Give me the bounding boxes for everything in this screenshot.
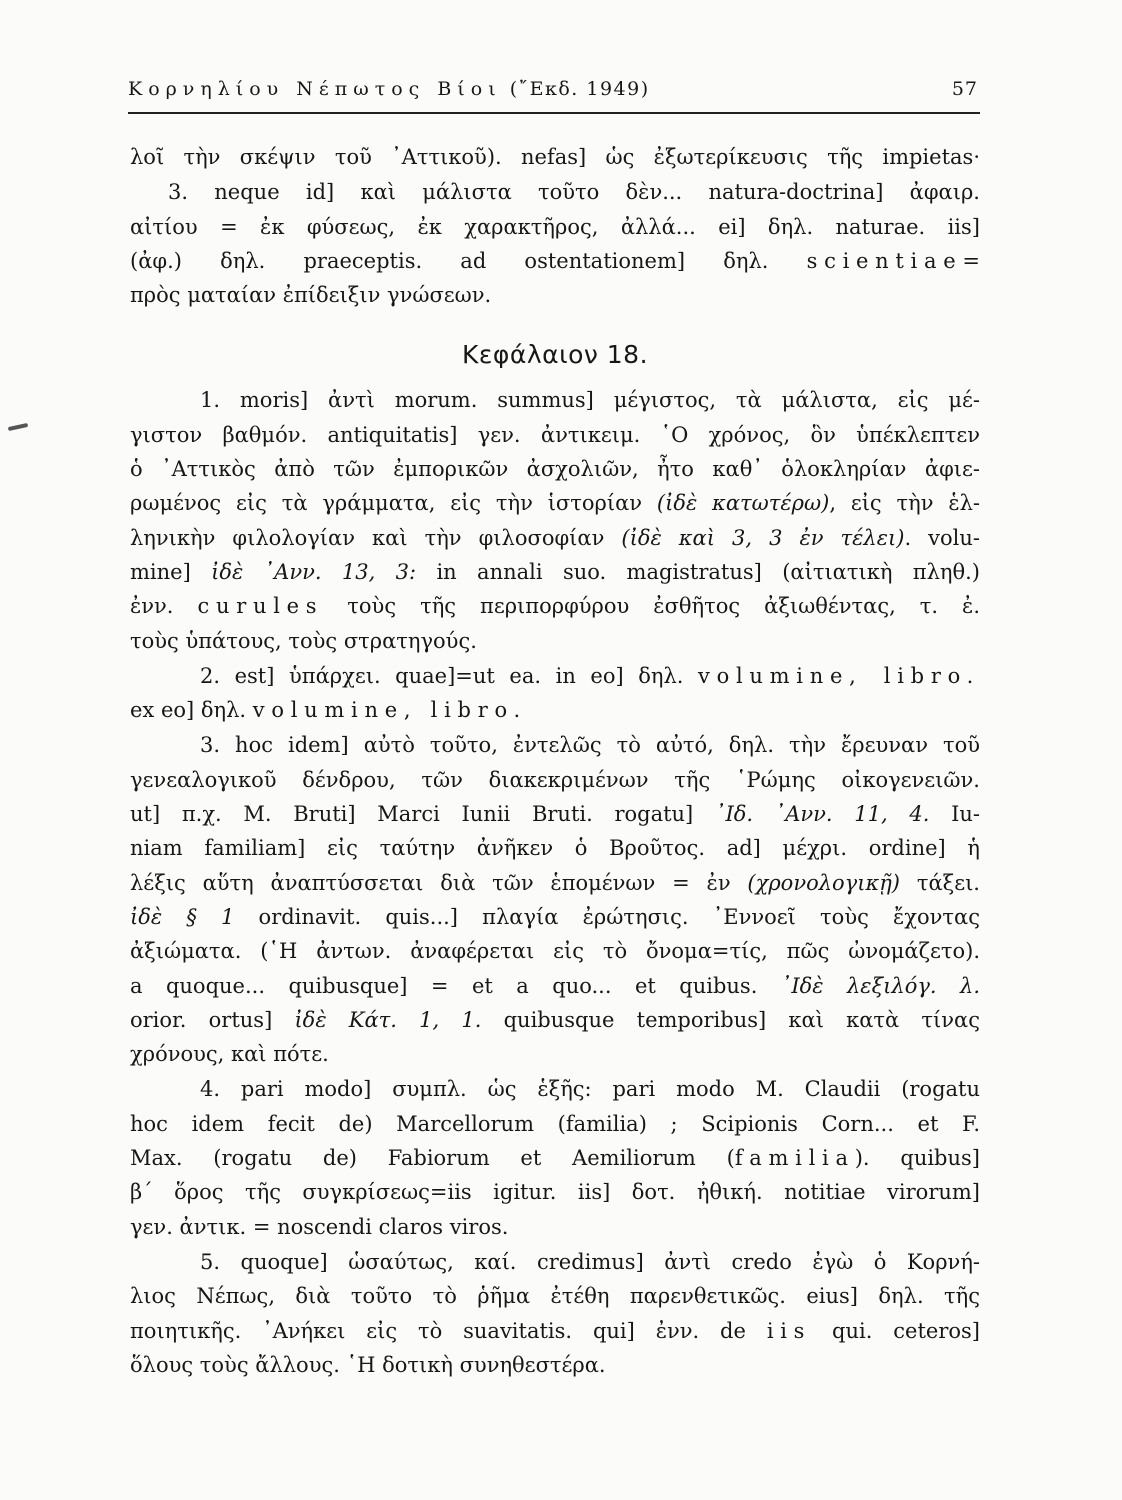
running-title: Κορνηλίου Νέπωτος Βίοι — [128, 78, 502, 100]
text-run: ). quibus] — [854, 1146, 980, 1171]
paragraph — [130, 1245, 980, 1382]
text-run: λέξις αὕτη ἀναπτύσσεται διὰ τῶν ἑπομένων = ἐν — [130, 870, 748, 895]
text-run: χρόνους, καὶ πότε. — [130, 1042, 329, 1067]
text-line — [130, 1210, 980, 1244]
spaced-term: familia — [734, 1146, 855, 1171]
text-line — [130, 1107, 980, 1141]
text-run: a quoque... quibusque] = et a quo... et quibus. — [130, 973, 781, 998]
text-run: γιστον βαθμόν. antiquitatis] γεν. ἀντικειμ. ῾Ο χρόνος, ὃν ὑπέκλεπτεν — [130, 422, 980, 447]
text-run: 3. neque id] καὶ μάλιστα τοῦτο δὲν... natura-doctrina] ἀφαιρ. — [168, 180, 980, 205]
text-line — [130, 486, 980, 520]
edition-note: (῎Εκδ. 1949) — [509, 78, 650, 100]
text-run: Max. (rogatu de) Fabiorum et Aemiliorum ( — [130, 1146, 735, 1171]
text-run: hoc idem fecit de) Marcellorum (familia) ; Scipionis Corn... et F. — [130, 1111, 980, 1136]
italic-reference: ᾿Ιδ. ᾿Ανν. 11, 4. — [714, 802, 930, 827]
text-line — [130, 1072, 980, 1106]
text-line — [130, 1314, 980, 1348]
text-run: niam familiam] εἰς ταύτην ἀνῆκεν ὁ Βροῦτος. ad] μέχρι. ordine] ἡ — [130, 836, 980, 861]
text-run: τάξει. — [900, 870, 980, 895]
spaced-term: volumine, libro. — [698, 663, 980, 688]
text-line — [130, 831, 980, 865]
text-line — [130, 1141, 980, 1175]
spaced-term: volumine, libro. — [252, 698, 527, 723]
text-line — [130, 1348, 980, 1382]
page-number: 57 — [951, 78, 978, 100]
text-line — [130, 418, 980, 452]
text-line — [130, 900, 980, 934]
text-run: 4. pari modo] συμπλ. ὡς ἑξῆς: pari modo M. Claudii (rogatu — [200, 1077, 980, 1102]
text-line — [130, 140, 980, 174]
text-line — [130, 1279, 980, 1313]
italic-reference: ἰδὲ Κάτ. 1, 1. — [294, 1007, 482, 1032]
italic-reference: (χρονολογικῇ) — [747, 870, 901, 895]
italic-reference: (ἰδὲ καὶ 3, 3 ἐν τέλει) — [621, 525, 905, 550]
text-run: ὅλους τοὺς ἄλλους. ῾Η δοτικὴ συνηθεστέρα. — [130, 1352, 606, 1377]
paragraph — [130, 175, 980, 312]
text-line — [130, 555, 980, 589]
header-rule — [128, 112, 980, 114]
text-run: quibusque temporibus] καὶ κατὰ τίνας — [481, 1007, 980, 1032]
text-run: ut] π.χ. M. Bruti] Marci Iunii Bruti. rogatu] — [130, 802, 715, 827]
text-run: 1. moris] ἀντὶ morum. summus] μέγιστος, τὰ μάλιστα, εἰς μέ- — [200, 388, 980, 413]
text-line — [130, 1003, 980, 1037]
chapter-heading: Κεφάλαιον 18. — [461, 340, 649, 370]
text-line — [130, 1175, 980, 1209]
text-line — [130, 589, 980, 623]
text-line — [130, 244, 980, 278]
spaced-term: curules — [197, 594, 324, 619]
text-line — [130, 1245, 980, 1279]
text-line — [130, 210, 980, 244]
text-line — [130, 521, 980, 555]
text-run: (ἀφ.) δηλ. praeceptis. ad ostentationem] δηλ. — [130, 248, 807, 273]
text-run: ordinavit. quis...] πλαγία ἐρώτησις. ᾿Εννοεῖ τοὺς ἔχοντας — [234, 904, 980, 929]
text-line — [130, 175, 980, 209]
text-line — [130, 452, 980, 486]
paragraph — [130, 728, 980, 1071]
text-line — [130, 693, 980, 727]
text-line — [130, 866, 980, 900]
text-line — [130, 728, 980, 762]
italic-reference: ἰδὲ § 1 — [130, 904, 235, 929]
text-line — [130, 934, 980, 968]
text-line — [130, 278, 980, 312]
text-run: λοῖ τὴν σκέψιν τοῦ ᾿Αττικοῦ). nefas] ὡς ἐξωτερίκευσις τῆς impietas· — [130, 145, 980, 169]
text-run: qui. ceteros] — [811, 1318, 980, 1343]
text-run: αἰτίου = ἐκ φύσεως, ἐκ χαρακτῆρος, ἀλλά... ei] δηλ. naturae. iis] — [130, 214, 980, 239]
text-run: 2. est] ὑπάρχει. quae]=ut ea. in eo] δηλ. — [200, 663, 699, 688]
text-run: τοὺς ὑπάτους, τοὺς στρατηγούς. — [130, 628, 477, 653]
text-run: ρωμένος εἰς τὰ γράμματα, εἰς τὴν ἱστορίαν — [130, 491, 657, 516]
text-run: ληνικὴν φιλολογίαν καὶ τὴν φιλοσοφίαν — [130, 525, 622, 550]
text-run: 5. quoque] ὡσαύτως, καί. credimus] ἀντὶ credo ἐγὼ ὁ Κορνή- — [200, 1249, 980, 1274]
text-run: in annali suo. magistratus] (αἰτιατικὴ πληθ.) — [416, 559, 980, 584]
carryover-text — [130, 140, 980, 174]
text-line — [130, 1037, 980, 1071]
text-run: γενεαλογικοῦ δένδρου, τῶν διακεκριμένων τῆς ῾Ρώμης οἰκογενειῶν. — [130, 767, 980, 792]
text-run: orior. ortus] — [130, 1007, 295, 1032]
text-line — [130, 797, 980, 831]
text-line — [130, 383, 980, 417]
paragraph — [130, 140, 980, 174]
text-run: 3. hoc idem] αὐτὸ τοῦτο, ἐντελῶς τὸ αὐτό, δηλ. τὴν ἔρευναν τοῦ — [200, 733, 980, 758]
text-run: = — [962, 248, 980, 273]
text-run: , εἰς τὴν ἑλ- — [829, 491, 980, 516]
text-line — [130, 659, 980, 693]
text-run: τοὺς τῆς περιπορφύρου ἐσθῆτος ἀξιωθέντας, τ. ἐ. — [323, 594, 980, 619]
text-run: πρὸς ματαίαν ἐπίδειξιν γνώσεων. — [130, 283, 492, 308]
italic-reference: ᾿Ιδὲ λεξιλόγ. λ. — [780, 973, 980, 998]
text-run: ex eo] δηλ. — [130, 698, 253, 723]
italic-reference: ἰδὲ ᾿Ανν. 13, 3: — [211, 559, 417, 584]
text-run: Iu- — [929, 802, 981, 827]
text-run: λιος Νέπως, διὰ τοῦτο τὸ ῥῆμα ἐτέθη παρενθετικῶς. eius] δηλ. τῆς — [130, 1284, 980, 1309]
text-line — [130, 624, 980, 658]
paragraph — [130, 383, 980, 657]
text-run: γεν. ἀντικ. = noscendi claros viros. — [130, 1214, 509, 1239]
text-run: ὁ ᾿Αττικὸς ἀπὸ τῶν ἐμπορικῶν ἀσχολιῶν, ἦτο καθ᾿ ὁλοκληρίαν ἀφιε- — [130, 457, 980, 482]
running-header — [128, 74, 980, 104]
text-run: β΄ ὅρος τῆς συγκρίσεως=iis igitur. iis] δοτ. ἠθική. notitiae virorum] — [130, 1180, 980, 1205]
margin-mark — [8, 423, 28, 431]
text-run: ἀξιώματα. (῾Η ἀντων. ἀναφέρεται εἰς τὸ ὄνομα=τίς, πῶς ὠνομάζετο). — [130, 939, 980, 964]
intro-notes — [130, 175, 980, 312]
spaced-term: iis — [766, 1318, 812, 1343]
chapter-notes — [130, 383, 980, 1382]
italic-reference: (ἰδὲ κατωτέρω) — [656, 491, 830, 516]
paragraph — [130, 659, 980, 728]
paragraph — [130, 1072, 980, 1243]
text-run: mine] — [130, 559, 212, 584]
text-line — [130, 969, 980, 1003]
text-run: ἐνν. — [130, 594, 198, 619]
text-run: ποιητικῆς. ᾿Ανήκει εἰς τὸ suavitatis. qui] ἐνν. de — [130, 1318, 767, 1343]
text-line — [130, 763, 980, 797]
body-text — [130, 140, 980, 1383]
text-run: . volu- — [904, 525, 980, 550]
spaced-term: scientiae — [806, 248, 963, 273]
